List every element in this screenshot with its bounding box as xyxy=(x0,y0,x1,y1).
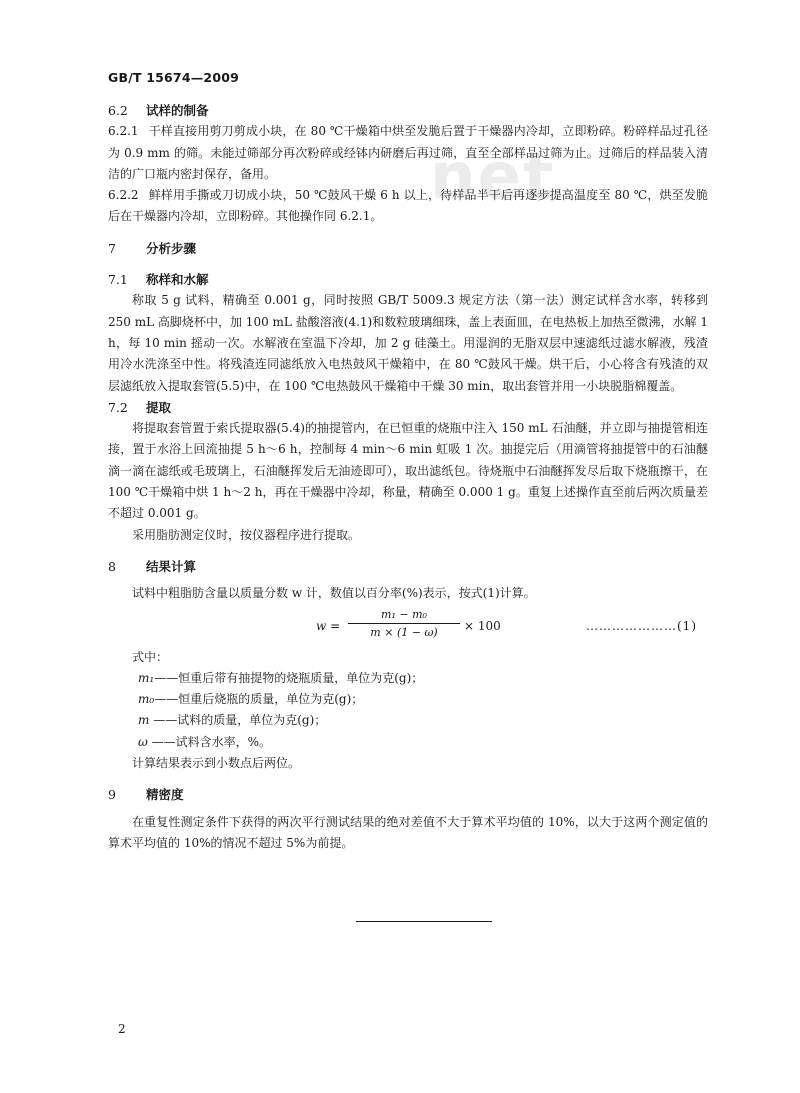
paragraph-6-2-1 xyxy=(108,121,708,185)
section-number: 9 xyxy=(108,787,116,803)
paragraph-7-2-b: 采用脂肪测定仪时，按仪器程序进行提取。 xyxy=(132,527,361,542)
definition-item xyxy=(108,668,708,689)
paragraph-7-2-a: 将提取套管置于索氏提取器(5.4)的抽提管内，在已恒重的烧瓶中注入 150 mL 石油醚，并立即与抽提管相连接，置于水浴上回流抽提 5 h～6 h，控制每 4 min～6 min 虹吸 1 次。抽提完后（用滴管将抽提管中的石油醚滴一滴在滤纸或毛玻璃上，石油醚挥发后无油迹即可），取出滤纸包。待烧瓶中石油醚挥发尽后取下烧瓶擦干，在 100 ℃干燥箱中烘 1 h～2 h，再在干燥器中冷却，称量，精确至 0.000 1 g。重复上述操作直至前后两次质量差不超过 0.001 g。 xyxy=(108,421,708,521)
paragraph-9: 在重复性测定条件下获得的两次平行测试结果的绝对差值不大于算术平均值的 10%，以大于这两个测定值的算术平均值的 10%的情况不超过 5%为前提。 xyxy=(108,814,708,850)
clause-text: 干样直接用剪刀剪成小块，在 80 ℃干燥箱中烘至发脆后置于干燥器内冷却，立即粉碎。粉碎样品过孔径为 0.9 mm 的筛。未能过筛部分再次粉碎或经钵内研磨后再过筛，直至全部样品过筛为止。过筛后的样品装入清洁的广口瓶内密封保存，备用。 xyxy=(108,124,708,181)
section-7-1-heading xyxy=(108,269,708,290)
document-body xyxy=(108,100,708,854)
formula-multiplier: × 100 xyxy=(464,618,501,633)
definition-item xyxy=(108,689,708,710)
formula-1 xyxy=(108,607,708,643)
section-number: 7.1 xyxy=(108,272,128,288)
section-title: 精密度 xyxy=(146,787,184,803)
section-title: 提取 xyxy=(146,399,172,415)
fraction-bar xyxy=(348,623,460,624)
definition-item xyxy=(108,732,708,753)
clause-number: 6.2.1 xyxy=(108,124,139,139)
paragraph-6-2-2 xyxy=(108,185,708,228)
section-title: 称样和水解 xyxy=(146,272,209,288)
standard-code: GB/T 15674—2009 xyxy=(108,70,240,85)
definition-text: ——试料含水率，%。 xyxy=(147,734,272,749)
section-number: 6.2 xyxy=(108,103,128,118)
formula-numerator: m₁ − m₀ xyxy=(381,607,427,621)
section-9-heading xyxy=(108,784,708,805)
definition-symbol: m₁ xyxy=(138,670,155,685)
section-8-heading xyxy=(108,556,708,577)
section-7-2-heading xyxy=(108,397,708,418)
formula-lhs: w = xyxy=(316,618,341,633)
clause-number: 6.2.2 xyxy=(108,188,139,203)
definition-text: ——恒重后烧瓶的质量，单位为克(g)； xyxy=(154,692,364,707)
definition-text: ——试料的质量，单位为克(g)； xyxy=(149,713,327,728)
clause-text: 鲜样用手撕或刀切成小块，50 ℃鼓风干燥 6 h 以上，待样品半干后再逐步提高温度至 80 ℃，烘至发脆后在干燥器内冷却，立即粉碎。其他操作同 6.2.1。 xyxy=(108,188,708,224)
formula-equation-number: …………………(1) xyxy=(586,618,697,633)
section-number: 7 xyxy=(108,240,116,256)
formula-fraction xyxy=(348,607,460,640)
definition-symbol: m xyxy=(138,713,150,728)
section-title: 分析步骤 xyxy=(146,240,197,256)
paragraph-8-intro: 试料中粗脂肪含量以质量分数 w 计，数值以百分率(%)表示，按式(1)计算。 xyxy=(132,586,536,601)
end-rule xyxy=(356,921,492,922)
section-7-heading xyxy=(108,238,708,259)
section-title: 结果计算 xyxy=(146,558,197,574)
section-6-2-heading xyxy=(108,100,708,121)
page-number: 2 xyxy=(118,1022,126,1036)
definition-text: ——恒重后带有抽提物的烧瓶质量，单位为克(g)； xyxy=(154,670,424,685)
definition-symbol: m₀ xyxy=(138,692,155,707)
formula-denominator: m × (1 − ω) xyxy=(370,625,438,639)
definition-item xyxy=(108,710,708,731)
where-label: 式中： xyxy=(132,649,169,664)
definition-symbol: ω xyxy=(138,734,148,749)
watermark-text: net xyxy=(430,140,556,214)
paragraph-7-1: 称取 5 g 试料，精确至 0.001 g，同时按照 GB/T 5009.3 规定方法（第一法）测定试样含水率，转移到 250 mL 高脚烧杯中，加 100 mL 盐酸溶液(4.1)和数粒玻璃细珠，盖上表面皿，在电热板上加热至微沸，水解 1 h，每 10 min 摇动一次。水解液在室温下冷却，加 2 g 硅藻土。用湿润的无脂双层中速滤纸过滤水解液，残渣用冷水洗涤至中性。将残渣连同滤纸放入电热鼓风干燥箱中，在 80 ℃鼓风干燥。烘干后，小心将含有残渣的双层滤纸放入提取套管(5.5)中，在 100 ℃电热鼓风干燥箱中干燥 30 min，取出套管并用一小块脱脂棉覆盖。 xyxy=(108,293,708,393)
section-number: 7.2 xyxy=(108,399,128,415)
section-number: 8 xyxy=(108,558,116,574)
calculation-note: 计算结果表示到小数点后两位。 xyxy=(132,756,301,771)
section-title: 试样的制备 xyxy=(146,103,209,118)
